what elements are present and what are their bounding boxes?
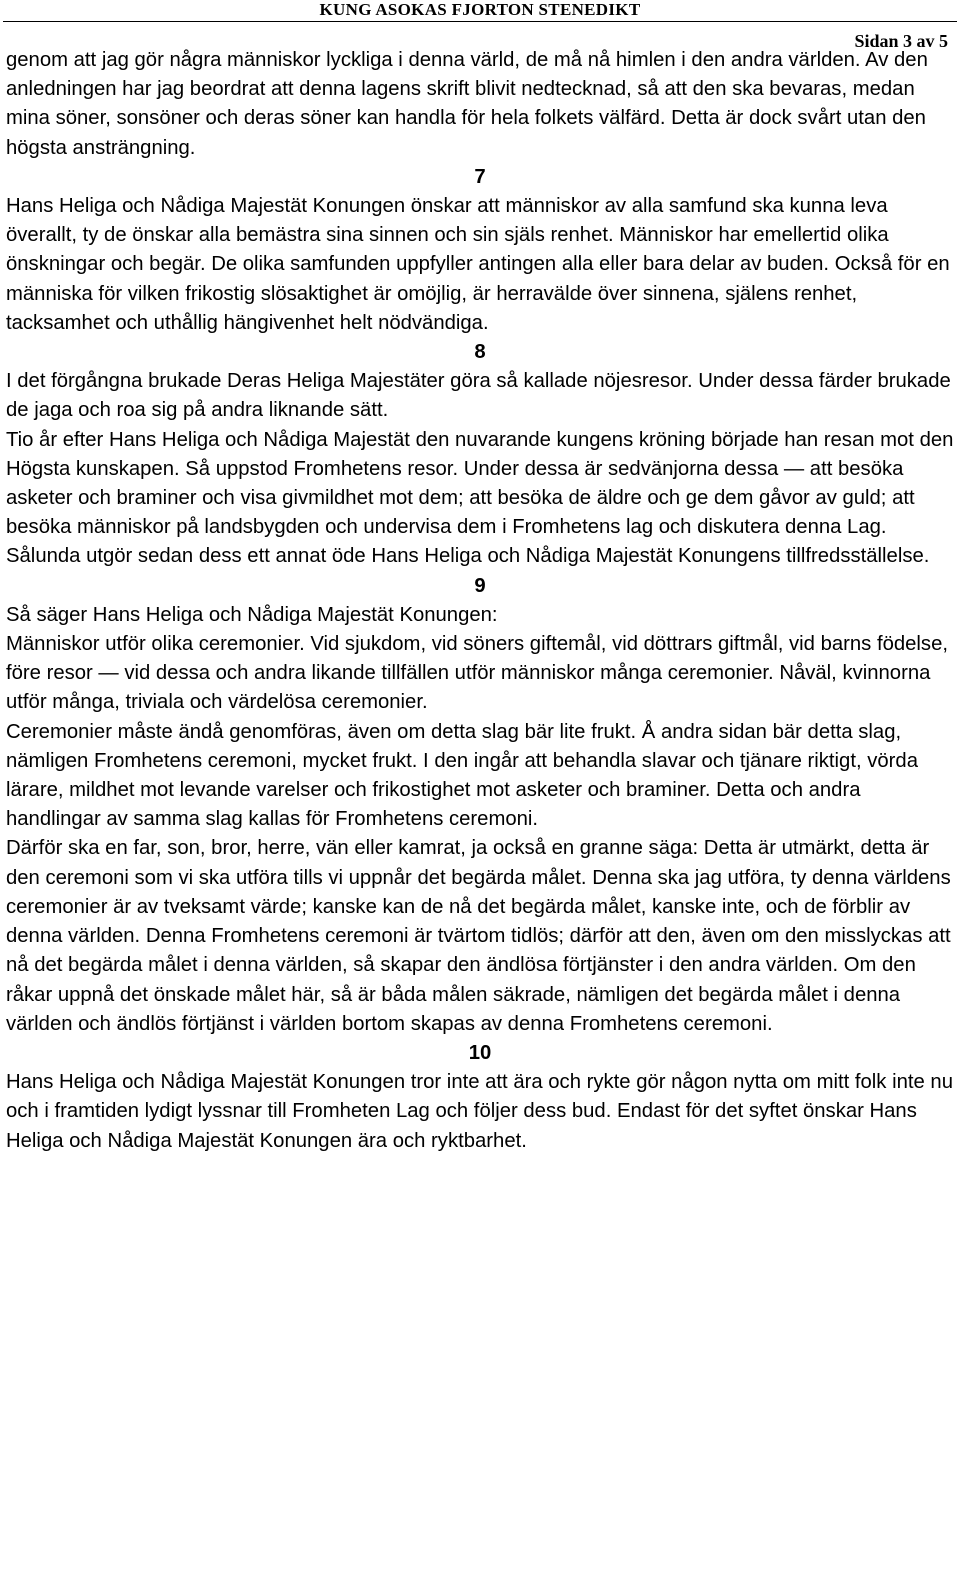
section-7-heading: 7 bbox=[474, 165, 486, 188]
page-number: Sidan 3 av 5 bbox=[854, 31, 948, 51]
section-9-paragraph: Därför ska en far, son, bror, herre, vän eller kamrat, ja också en granne säga: Detta är utmärkt, detta är den ceremoni som vi ska utföra tills vi uppnår det begärda målet. Denna ska jag utföra, ty denna världens ceremonier är av tveksamt värde; kanske kan de nå det begärda målet, kanske inte, och de förblir av denna världen. Denna Fromhetens ceremoni är tvärtom tidlös; därför att den, även om den misslyckas att nå det begärda målet i denna världen, så skapar den ändlösa förtjänster i den andra världen. Om den råkar uppnå det önskade målet här, så är båda målen säkrade, nämligen det begärda målet i denna världen och ändlös förtjänst i världen bortom skapas av denna Fromhetens ceremoni. bbox=[6, 837, 951, 1035]
section-8-heading: 8 bbox=[474, 341, 486, 364]
document-body bbox=[6, 46, 954, 1156]
section-10-heading: 10 bbox=[468, 1041, 492, 1064]
section-9-paragraph: Ceremonier måste ändå genomföras, även om detta slag bär lite frukt. Å andra sidan bär detta slag, nämligen Fromhetens ceremoni, mycket frukt. I den ingår att behandla slavar och tjänare riktigt, vörda lärare, mildhet mot levande varelser och frikostighet mot asketer och braminer. Detta och andra handlingar av samma slag kallas för Fromhetens ceremoni. bbox=[6, 720, 918, 831]
section-7-paragraph: Hans Heliga och Nådiga Majestät Konungen önskar att människor av alla samfund ska kunna leva överallt, ty de önskar alla bemästra sina sinnen och sin själs renhet. Människor har emellertid olika önskningar och begär. De olika samfunden uppfyller antingen alla eller bara delar av buden. Också för en människa för vilken frikostig slösaktighet är omöjlig, är herravälde över sinnena, själens renhet, tacksamhet och uthållig hängivenhet helt nödvändiga. bbox=[6, 195, 950, 334]
section-9-paragraph: Så säger Hans Heliga och Nådiga Majestät Konungen: bbox=[6, 603, 498, 626]
section-8-paragraph: I det förgångna brukade Deras Heliga Majestäter göra så kallade nöjesresor. Under dessa färder brukade de jaga och roa sig på andra liknande sätt. bbox=[6, 370, 951, 422]
section-10-paragraph: Hans Heliga och Nådiga Majestät Konungen tror inte att ära och rykte gör någon nytta om mitt folk inte nu och i framtiden lydigt lyssnar till Fromheten Lag och följer dess bud. Endast för det syftet önskar Hans Heliga och Nådiga Majestät Konungen ära och ryktbarhet. bbox=[6, 1071, 953, 1152]
intro-paragraph: genom att jag gör några människor lyckliga i denna värld, de må nå himlen i den andra världen. Av den anledningen har jag beordrat att denna lagens skrift blivit nedtecknad, så att den ska bevaras, medan mina söner, sonsöner och deras söner kan handla för hela folkets välfärd. Detta är dock svårt utan den högsta ansträngning. bbox=[6, 49, 928, 159]
section-9-heading: 9 bbox=[474, 574, 486, 597]
section-8-paragraph: Tio år efter Hans Heliga och Nådiga Majestät den nuvarande kungens kröning började han resan mot den Högsta kunskapen. Så uppstod Fromhetens resor. Under dessa är sedvänjorna dessa — att besöka asketer och braminer och visa givmildhet mot dem; att besöka de äldre och ge dem gåvor av guld; att besöka människor på landsbygden och undervisa dem i Fromhetens lag och diskutera denna Lag. Sålunda utgör sedan dess ett annat öde Hans Heliga och Nådiga Majestät Konungens tillfredsställelse. bbox=[6, 428, 954, 568]
section-9-paragraph: Människor utför olika ceremonier. Vid sjukdom, vid söners giftemål, vid döttrars giftmål, vid barns födelse, före resor — vid dessa och andra likande tillfällen utför människor många ceremonier. Nåväl, kvinnorna utför många, triviala och värdelösa ceremonier. bbox=[6, 633, 948, 714]
document-header-title: KUNG ASOKAS FJORTON STENEDIKT bbox=[319, 0, 641, 19]
header-divider bbox=[3, 21, 957, 22]
